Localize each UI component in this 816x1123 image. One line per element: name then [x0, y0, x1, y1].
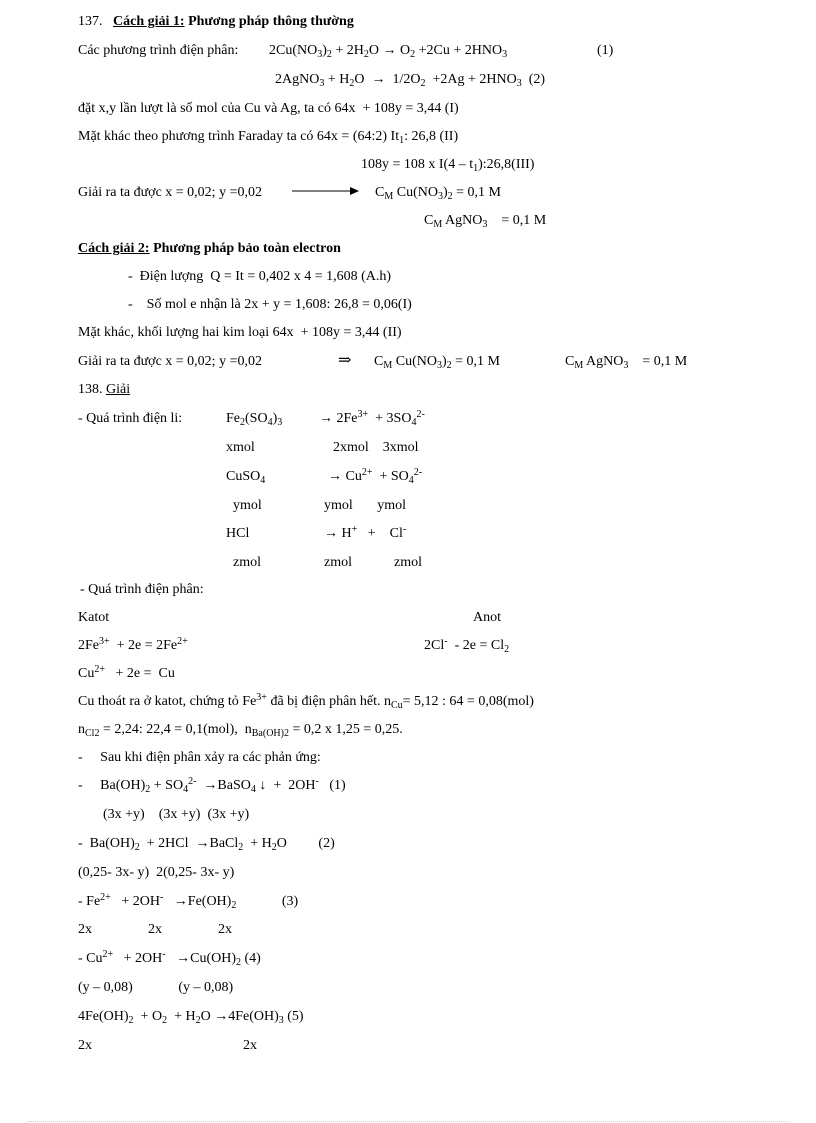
variables-definition: đặt x,y lần lượt là số mol của Cu và Ag, ta có 64x + 108y = 3,44 (I) [78, 101, 459, 116]
ionization-products: → H+ + Cl- [324, 524, 407, 541]
copper-note: Cu thoát ra ở katot, chứng tỏ $Fe^{3+}$ đã bị điện phân hết. $n_{Cu}= 5,12$ : 64 = 0,08(mol) [78, 692, 534, 711]
moles-line: $n_{Cl2} = 2,24$: 22,4 = 0,1(mol), $n_{Ba(OH)2} = 0,2$ x 1,25 = 0,25. [78, 722, 403, 739]
reaction-1: - $Ba(OH)_2 + SO_4^{2-}$ →BaSO$_4$ ↓ + 2OH- (1) [78, 776, 346, 795]
problem-number: 138. [78, 382, 103, 397]
concentration-ag-2: $C_M$ AgNO$_3$ = 0,1 M [565, 354, 688, 371]
method-2-subtitle: Phương pháp bảo toàn electron [149, 241, 341, 256]
ionization-products: → $Cu^{2+} + SO_4^{2-}$ [328, 467, 423, 486]
after-electrolysis-label: - Sau khi điện phân xảy ra các phản ứng: [78, 750, 321, 765]
reaction-3: - $Fe^{2+} + 2OH^- \to Fe(OH)_2$ (3) [78, 892, 299, 911]
ionization-species: ymol [226, 498, 262, 513]
reaction-4-quantities: (y – 0,08) (y – 0,08) [78, 980, 234, 995]
reaction-5-quantity-left: 2x [78, 1038, 92, 1053]
problem-138-header [78, 383, 130, 397]
ionization-species: zmol [226, 555, 261, 570]
ionization-products: 2xmol 3xmol [333, 440, 419, 455]
reaction-3-quantities: 2x 2x 2x [78, 922, 232, 937]
anode-reaction-1: $2Cl^- - 2e = Cl_2$ [424, 636, 510, 655]
anode-label: Anot [473, 610, 501, 625]
ionization-products: zmol zmol [324, 555, 422, 570]
page-bottom-rule [28, 1121, 788, 1122]
ionization-species: HCl [226, 526, 250, 541]
solution-1: Giải ra ta được x = 0,02; y =0,02 [78, 185, 262, 200]
equation-1-number: (1) [597, 43, 614, 58]
reaction-1-quantities: (3x +y) (3x +y) (3x +y) [103, 807, 250, 822]
reaction-5: $4Fe(OH)_2 + O_2 + H_2O \to 4Fe(OH)_3$ (5) [78, 1009, 304, 1026]
cathode-reaction-2: $Cu^{2+} + 2e = Cu$ [78, 664, 175, 681]
ionization-species: $Fe_2(SO_4)_3$ [226, 411, 283, 428]
reaction-5-quantity-right: 2x [243, 1038, 257, 1053]
concentration-ag-1: $C_M$ AgNO$_3$ = 0,1 M [424, 213, 547, 230]
problem-137-header [78, 15, 354, 29]
equation-2: 2AgNO$_3$ + $H_2O \to 1/2O_2 +2Ag + 2HNO_3$ (2) [275, 72, 546, 89]
equation-1: $2Cu(NO_3)_2 + 2H_2O \to O_2 +2Cu + 2HNO_3$ [269, 43, 508, 60]
faraday-equation: Mặt khác theo phương trình Faraday ta có 64x = (64:2) $It_1$: 26,8 (II) [78, 129, 459, 146]
arrow-icon [292, 185, 360, 197]
method-1-title: Cách giải 1: [113, 14, 185, 29]
ionization-products: ymol ymol [324, 498, 407, 513]
reaction-2-quantities: (0,25- 3x- y) 2(0,25- 3x- y) [78, 865, 235, 880]
concentration-cu-1: $C_M$ $Cu(NO_3)_2 = 0,1$ M [375, 185, 501, 202]
electron-moles-line: - Số mol e nhận là 2x + y = 1,608: 26,8 = 0,06(I) [128, 297, 412, 312]
electrolysis-eq-label: Các phương trình điện phân: [78, 43, 239, 58]
ionization-species: CuSO$_4$ [226, 469, 266, 486]
charge-line: - Điện lượng Q = It = 0,402 x 4 = 1,608 (A.h) [128, 269, 392, 284]
cathode-label: Katot [78, 610, 110, 625]
problem-number: 137. [78, 14, 103, 29]
reaction-2: - $Ba(OH)_2 + 2HCl$ →BaCl$_2$ + $H_2O$ (2) [78, 836, 335, 853]
concentration-cu-2: $C_M$ $Cu(NO_3)_2 = 0,1$ M [374, 354, 500, 371]
method-2-title: Cách giải 2: [78, 241, 150, 256]
electrolysis-label: - Quá trình điện phân: [80, 582, 204, 597]
implies-icon: ⇒ [338, 352, 352, 369]
ionization-label: - Quá trình điện li: [78, 411, 183, 426]
ionization-species: xmol [226, 440, 255, 455]
method-2-header [78, 242, 341, 256]
solution-label: Giải [106, 382, 131, 397]
mass-equation: Mặt khác, khối lượng hai kim loại 64x + 108y = 3,44 (II) [78, 325, 402, 340]
method-1-subtitle: Phương pháp thông thường [184, 14, 354, 29]
equation-3: 108y = 108 x $I(4 - t_1):26,8(III)$ [361, 157, 535, 174]
reaction-4: - $Cu^{2+} + 2OH^- \to Cu(OH)_2$ (4) [78, 949, 261, 968]
cathode-reaction-1: $2Fe^{3+} + 2e = 2Fe^{2+}$ [78, 636, 188, 653]
solution-2: Giải ra ta được x = 0,02; y =0,02 [78, 354, 262, 369]
ionization-products: → $2Fe^{3+} + 3SO_4^{2-}$ [319, 409, 425, 428]
